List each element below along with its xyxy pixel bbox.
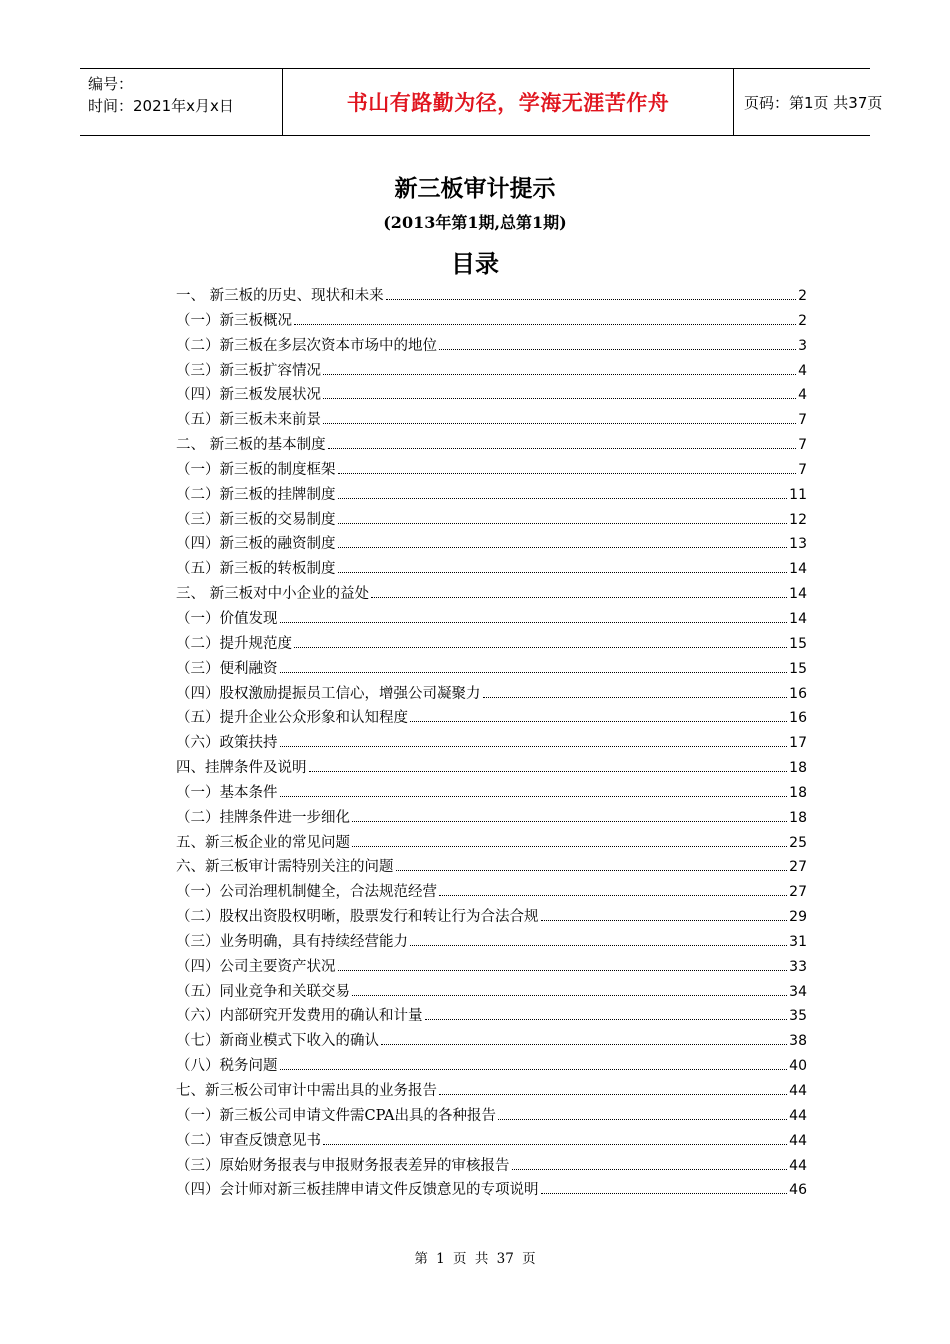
toc-entry-page: 44 <box>789 1132 807 1149</box>
toc-entry-page: 2 <box>798 288 807 304</box>
toc-leader-dots <box>483 696 788 698</box>
document-subtitle: (2013年第1期,总第1期) <box>383 213 567 232</box>
toc-entry-label: （二）新三板的挂牌制度 <box>176 486 336 503</box>
toc-entry[interactable] <box>176 309 807 334</box>
toc-entry[interactable] <box>176 831 807 856</box>
toc-entry[interactable] <box>176 1029 807 1054</box>
toc-entry-label: （五）新三板的转板制度 <box>176 561 336 578</box>
page-info-text: 页码：第1页 共37页 <box>744 93 883 112</box>
toc-entry-label: （二）新三板在多层次资本市场中的地位 <box>176 337 437 354</box>
toc-leader-dots <box>381 1043 787 1045</box>
toc-leader-dots <box>280 621 788 623</box>
toc-leader-dots <box>338 497 788 499</box>
toc-entry-label: （六）内部研究开发费用的确认和计量 <box>176 1008 423 1025</box>
toc-leader-dots <box>328 447 796 449</box>
toc-entry[interactable] <box>176 806 807 831</box>
toc-entry-label: 五、新三板企业的常见问题 <box>176 834 350 851</box>
toc-entry-label: 二、 新三板的基本制度 <box>176 437 326 454</box>
toc-leader-dots <box>338 522 788 524</box>
toc-entry-page: 7 <box>798 412 807 429</box>
toc-entry-label: （二）审查反馈意见书 <box>176 1132 321 1149</box>
toc-entry-label: 四、挂牌条件及说明 <box>176 760 307 777</box>
toc-entry-page: 12 <box>789 511 807 528</box>
toc-entry-label: 三、 新三板对中小企业的益处 <box>176 586 370 603</box>
toc-entry-label: （三）原始财务报表与申报财务报表差异的审核报告 <box>176 1157 510 1174</box>
toc-entry-label: （三）新三板的交易制度 <box>176 511 336 528</box>
toc-entry-page: 38 <box>789 1033 807 1050</box>
table-of-contents <box>176 284 807 1203</box>
toc-entry[interactable] <box>176 955 807 980</box>
toc-entry-label: （八）税务问题 <box>176 1058 278 1075</box>
toc-entry[interactable] <box>176 632 807 657</box>
toc-entry-page: 14 <box>789 610 807 627</box>
toc-entry-page: 16 <box>789 685 807 702</box>
toc-entry-page: 46 <box>789 1182 807 1199</box>
toc-entry-page: 17 <box>789 735 807 752</box>
page-footer: 第 1 页 共 37 页 <box>414 1251 536 1267</box>
toc-leader-dots <box>323 397 796 399</box>
toc-entry-page: 25 <box>789 834 807 851</box>
toc-entry-page: 4 <box>798 362 807 379</box>
toc-entry[interactable] <box>176 557 807 582</box>
toc-entry[interactable] <box>176 334 807 359</box>
toc-entry-label: （二）挂牌条件进一步细化 <box>176 809 350 826</box>
toc-entry-page: 44 <box>789 1083 807 1099</box>
toc-leader-dots <box>352 820 787 822</box>
toc-entry-label: （二）股权出资股权明晰，股票发行和转让行为合法合规 <box>176 909 539 926</box>
toc-leader-dots <box>352 845 787 847</box>
toc-entry-label: （一）价值发现 <box>176 610 278 627</box>
toc-entry-page: 34 <box>789 983 807 1000</box>
time-label: 时间：2021年x月x日 <box>88 97 234 115</box>
toc-entry-page: 29 <box>789 909 807 926</box>
toc-entry-label: （二）提升规范度 <box>176 635 292 652</box>
toc-entry-page: 33 <box>789 958 807 975</box>
toc-leader-dots <box>309 770 788 772</box>
toc-entry-page: 18 <box>789 809 807 826</box>
toc-entry[interactable] <box>176 706 807 731</box>
toc-entry-page: 40 <box>789 1058 807 1075</box>
toc-entry-page: 44 <box>789 1107 807 1124</box>
toc-entry[interactable] <box>176 1054 807 1079</box>
toc-entry-label: 一、 新三板的历史、现状和未来 <box>176 288 384 304</box>
toc-entry[interactable] <box>176 582 807 607</box>
toc-leader-dots <box>498 1118 787 1120</box>
toc-entry[interactable] <box>176 657 807 682</box>
toc-entry-label: （四）股权激励提振员工信心，增强公司凝聚力 <box>176 685 481 702</box>
toc-entry[interactable] <box>176 756 807 781</box>
toc-entry-label: （四）新三板发展状况 <box>176 387 321 404</box>
toc-leader-dots <box>439 348 796 350</box>
toc-entry-label: （五）同业竞争和关联交易 <box>176 983 350 1000</box>
toc-entry[interactable] <box>176 1104 807 1129</box>
number-label: 编号： <box>88 75 134 93</box>
toc-entry-label: （一）新三板概况 <box>176 312 292 329</box>
toc-leader-dots <box>338 969 788 971</box>
toc-entry-label: 六、新三板审计需特别关注的问题 <box>176 859 394 876</box>
toc-entry-page: 14 <box>789 561 807 578</box>
toc-entry-label: （四）新三板的融资制度 <box>176 536 336 553</box>
toc-entry-page: 27 <box>789 884 807 901</box>
toc-entry-page: 2 <box>798 312 807 329</box>
toc-entry-label: （四）会计师对新三板挂牌申请文件反馈意见的专项说明 <box>176 1182 539 1199</box>
toc-entry-page: 4 <box>798 387 807 404</box>
toc-leader-dots <box>352 994 787 996</box>
document-title: 新三板审计提示 <box>394 175 556 202</box>
toc-entry[interactable] <box>176 1129 807 1154</box>
toc-leader-dots <box>338 571 788 573</box>
toc-entry-page: 11 <box>789 486 807 503</box>
toc-entry-page: 18 <box>789 784 807 801</box>
toc-entry[interactable] <box>176 731 807 756</box>
toc-leader-dots <box>280 1068 788 1070</box>
toc-entry-page: 35 <box>789 1008 807 1025</box>
toc-entry-page: 14 <box>789 586 807 603</box>
toc-entry-page: 18 <box>789 760 807 777</box>
toc-entry[interactable] <box>176 682 807 707</box>
toc-leader-dots <box>439 1093 787 1095</box>
toc-heading: 目录 <box>451 250 499 278</box>
toc-leader-dots <box>410 720 787 722</box>
toc-entry-label: （五）新三板未来前景 <box>176 412 321 429</box>
toc-leader-dots <box>280 795 788 797</box>
toc-entry[interactable] <box>176 508 807 533</box>
toc-leader-dots <box>425 1018 788 1020</box>
toc-entry[interactable] <box>176 1004 807 1029</box>
toc-entry[interactable] <box>176 433 807 458</box>
toc-entry[interactable] <box>176 1079 807 1104</box>
toc-entry-page: 16 <box>789 710 807 727</box>
toc-entry[interactable] <box>176 781 807 806</box>
toc-entry[interactable] <box>176 359 807 384</box>
toc-entry-page: 3 <box>798 337 807 354</box>
toc-leader-dots <box>512 1168 788 1170</box>
header-motto-cell <box>282 69 734 135</box>
toc-entry[interactable] <box>176 483 807 508</box>
toc-entry-label: （六）政策扶持 <box>176 735 278 752</box>
toc-entry-page: 27 <box>789 859 807 876</box>
toc-leader-dots <box>396 869 788 871</box>
toc-entry[interactable] <box>176 855 807 880</box>
toc-entry[interactable] <box>176 905 807 930</box>
toc-leader-dots <box>541 919 788 921</box>
toc-leader-dots <box>280 671 788 673</box>
toc-leader-dots <box>386 298 796 300</box>
toc-entry[interactable] <box>176 458 807 483</box>
toc-entry[interactable] <box>176 607 807 632</box>
toc-leader-dots <box>439 894 787 896</box>
toc-entry[interactable] <box>176 1178 807 1203</box>
toc-entry-label: （一）公司治理机制健全，合法规范经营 <box>176 884 437 901</box>
toc-leader-dots <box>294 646 787 648</box>
toc-entry-page: 31 <box>789 933 807 950</box>
toc-entry-label: （三）业务明确，具有持续经营能力 <box>176 933 408 950</box>
toc-leader-dots <box>410 944 787 946</box>
toc-entry-page: 7 <box>798 461 807 478</box>
toc-entry-label: （一）基本条件 <box>176 784 278 801</box>
toc-leader-dots <box>541 1192 788 1194</box>
document-header <box>80 68 883 136</box>
toc-entry[interactable] <box>176 1154 807 1179</box>
toc-entry-label: （四）公司主要资产状况 <box>176 958 336 975</box>
header-page-info <box>734 69 883 135</box>
toc-leader-dots <box>323 1143 787 1145</box>
toc-entry[interactable] <box>176 980 807 1005</box>
header-meta <box>80 69 282 135</box>
toc-leader-dots <box>323 422 796 424</box>
toc-leader-dots <box>323 373 796 375</box>
toc-entry-page: 13 <box>789 536 807 553</box>
toc-leader-dots <box>338 472 797 474</box>
toc-entry-label: （三）新三板扩容情况 <box>176 362 321 379</box>
toc-entry-label: （五）提升企业公众形象和认知程度 <box>176 710 408 727</box>
toc-entry[interactable] <box>176 930 807 955</box>
toc-entry[interactable] <box>176 532 807 557</box>
toc-entry-page: 7 <box>798 437 807 454</box>
toc-entry[interactable] <box>176 284 807 309</box>
toc-entry-label: 七、新三板公司审计中需出具的业务报告 <box>176 1083 437 1099</box>
toc-entry-page: 15 <box>789 635 807 652</box>
toc-entry[interactable] <box>176 408 807 433</box>
toc-entry-label: （三）便利融资 <box>176 660 278 677</box>
toc-entry-label: （一）新三板的制度框架 <box>176 461 336 478</box>
toc-entry-page: 44 <box>789 1157 807 1174</box>
motto-text: 书山有路勤为径，学海无涯苦作舟 <box>346 91 670 115</box>
toc-entry[interactable] <box>176 383 807 408</box>
toc-entry-label: （一）新三板公司申请文件需CPA出具的各种报告 <box>176 1107 496 1124</box>
toc-entry-page: 15 <box>789 660 807 677</box>
toc-leader-dots <box>280 745 788 747</box>
toc-leader-dots <box>294 323 796 325</box>
toc-entry-label: （七）新商业模式下收入的确认 <box>176 1033 379 1050</box>
toc-leader-dots <box>338 546 788 548</box>
toc-entry[interactable] <box>176 880 807 905</box>
toc-leader-dots <box>371 596 787 598</box>
